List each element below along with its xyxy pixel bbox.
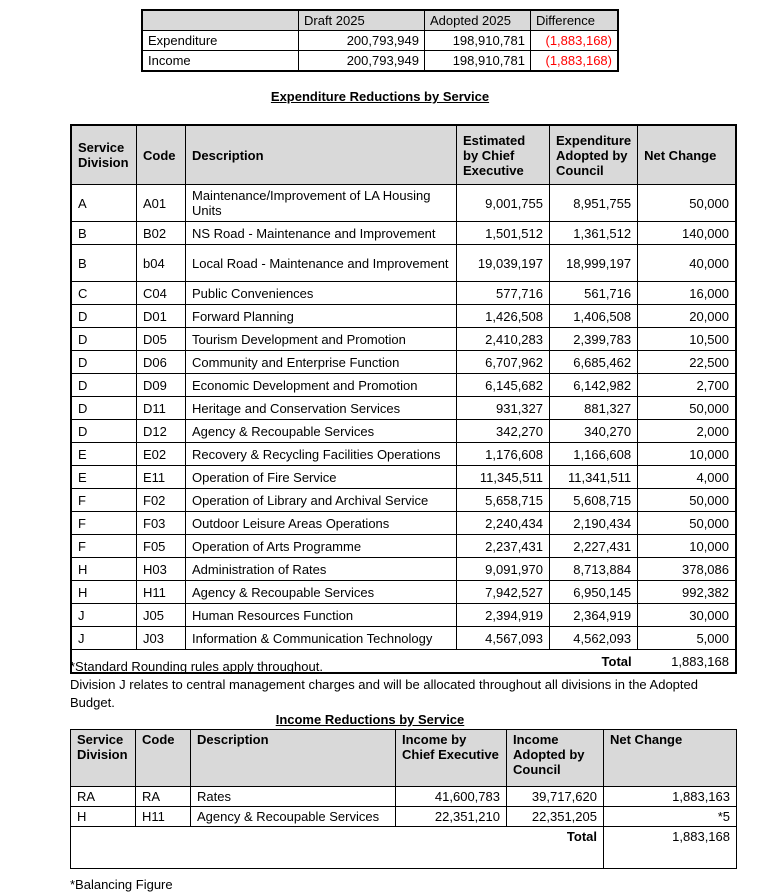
table-row	[71, 443, 736, 466]
cell-estimated: 7,942,527	[457, 581, 550, 604]
summary-adopted: 198,910,781	[425, 31, 531, 51]
cell-net-change: 50,000	[638, 489, 736, 512]
cell-division: J	[71, 627, 137, 650]
cell-description: Tourism Development and Promotion	[186, 328, 457, 351]
cell-adopted: 18,999,197	[550, 245, 638, 282]
col-header-estimated: Income by Chief Executive	[396, 730, 507, 787]
col-header-division: Service Division	[71, 730, 136, 787]
cell-net-change: 40,000	[638, 245, 736, 282]
table-row	[71, 489, 736, 512]
cell-net-change: 992,382	[638, 581, 736, 604]
cell-estimated: 4,567,093	[457, 627, 550, 650]
cell-adopted: 6,142,982	[550, 374, 638, 397]
cell-code: F05	[137, 535, 186, 558]
cell-net-change: 140,000	[638, 222, 736, 245]
table-row	[71, 787, 737, 807]
cell-code: D05	[137, 328, 186, 351]
cell-code: A01	[137, 185, 186, 222]
summary-draft: 200,793,949	[299, 31, 425, 51]
cell-estimated: 1,501,512	[457, 222, 550, 245]
cell-adopted: 11,341,511	[550, 466, 638, 489]
table-row	[71, 807, 737, 827]
cell-description: Economic Development and Promotion	[186, 374, 457, 397]
income-header-row	[71, 730, 737, 787]
cell-division: F	[71, 489, 137, 512]
cell-estimated: 2,394,919	[457, 604, 550, 627]
cell-code: b04	[137, 245, 186, 282]
summary-row	[142, 51, 618, 72]
cell-net-change: *5	[604, 807, 737, 827]
cell-description: Administration of Rates	[186, 558, 457, 581]
table-row	[71, 466, 736, 489]
table-row	[71, 305, 736, 328]
col-header-adopted: Expenditure Adopted by Council	[550, 125, 638, 185]
table-row	[71, 222, 736, 245]
cell-net-change: 22,500	[638, 351, 736, 374]
cell-division: B	[71, 245, 137, 282]
col-header-division: Service Division	[71, 125, 137, 185]
notes	[70, 658, 710, 712]
cell-adopted: 2,364,919	[550, 604, 638, 627]
summary-label: Income	[142, 51, 299, 72]
cell-description: Operation of Arts Programme	[186, 535, 457, 558]
cell-code: H11	[137, 581, 186, 604]
summary-difference: (1,883,168)	[531, 31, 619, 51]
col-header-code: Code	[136, 730, 191, 787]
cell-net-change: 4,000	[638, 466, 736, 489]
col-header-description: Description	[191, 730, 396, 787]
cell-description: Heritage and Conservation Services	[186, 397, 457, 420]
balancing-figure-footnote: *Balancing Figure	[70, 877, 173, 892]
cell-description: NS Road - Maintenance and Improvement	[186, 222, 457, 245]
summary-header-difference: Difference	[531, 10, 619, 31]
cell-code: J05	[137, 604, 186, 627]
table-row	[71, 581, 736, 604]
cell-code: J03	[137, 627, 186, 650]
cell-estimated: 5,658,715	[457, 489, 550, 512]
cell-division: H	[71, 807, 136, 827]
cell-net-change: 378,086	[638, 558, 736, 581]
cell-division: D	[71, 397, 137, 420]
expenditure-body	[71, 185, 736, 674]
cell-estimated: 6,707,962	[457, 351, 550, 374]
cell-description: Agency & Recoupable Services	[186, 581, 457, 604]
summary-header-adopted: Adopted 2025	[425, 10, 531, 31]
cell-estimated: 11,345,511	[457, 466, 550, 489]
cell-code: D06	[137, 351, 186, 374]
cell-net-change: 10,000	[638, 535, 736, 558]
cell-estimated: 6,145,682	[457, 374, 550, 397]
cell-description: Agency & Recoupable Services	[186, 420, 457, 443]
cell-estimated: 931,327	[457, 397, 550, 420]
summary-header-row	[142, 10, 618, 31]
cell-adopted: 5,608,715	[550, 489, 638, 512]
cell-estimated: 342,270	[457, 420, 550, 443]
cell-adopted: 4,562,093	[550, 627, 638, 650]
expenditure-table	[70, 124, 737, 674]
cell-code: E02	[137, 443, 186, 466]
cell-description: Community and Enterprise Function	[186, 351, 457, 374]
table-row	[71, 420, 736, 443]
table-row	[71, 185, 736, 222]
cell-description: Maintenance/Improvement of LA Housing Units	[186, 185, 457, 222]
cell-division: D	[71, 328, 137, 351]
cell-division: F	[71, 535, 137, 558]
summary-header-blank	[142, 10, 299, 31]
table-row	[71, 535, 736, 558]
summary-row	[142, 31, 618, 51]
total-value: 1,883,168	[604, 827, 737, 869]
cell-division: J	[71, 604, 137, 627]
expenditure-title: Expenditure Reductions by Service	[270, 89, 490, 104]
income-body	[71, 787, 737, 869]
cell-code: D12	[137, 420, 186, 443]
table-row	[71, 512, 736, 535]
cell-net-change: 50,000	[638, 512, 736, 535]
cell-division: D	[71, 374, 137, 397]
col-header-description: Description	[186, 125, 457, 185]
summary-header-draft: Draft 2025	[299, 10, 425, 31]
cell-adopted: 881,327	[550, 397, 638, 420]
total-label: Total	[71, 827, 604, 869]
cell-estimated: 2,410,283	[457, 328, 550, 351]
cell-adopted: 39,717,620	[507, 787, 604, 807]
cell-division: H	[71, 558, 137, 581]
col-header-net-change: Net Change	[638, 125, 736, 185]
table-row	[71, 604, 736, 627]
summary-draft: 200,793,949	[299, 51, 425, 72]
table-row	[71, 558, 736, 581]
cell-division: D	[71, 305, 137, 328]
cell-division: A	[71, 185, 137, 222]
cell-estimated: 41,600,783	[396, 787, 507, 807]
cell-code: B02	[137, 222, 186, 245]
cell-net-change: 30,000	[638, 604, 736, 627]
cell-division: RA	[71, 787, 136, 807]
summary-table	[141, 9, 619, 72]
cell-adopted: 6,685,462	[550, 351, 638, 374]
cell-division: F	[71, 512, 137, 535]
cell-adopted: 8,951,755	[550, 185, 638, 222]
cell-division: C	[71, 282, 137, 305]
income-table	[70, 729, 737, 869]
cell-estimated: 577,716	[457, 282, 550, 305]
cell-code: F03	[137, 512, 186, 535]
table-row	[71, 374, 736, 397]
cell-description: Human Resources Function	[186, 604, 457, 627]
cell-estimated: 2,237,431	[457, 535, 550, 558]
cell-description: Information & Communication Technology	[186, 627, 457, 650]
cell-description: Recovery & Recycling Facilities Operations	[186, 443, 457, 466]
cell-adopted: 8,713,884	[550, 558, 638, 581]
col-header-net-change: Net Change	[604, 730, 737, 787]
cell-division: D	[71, 420, 137, 443]
cell-net-change: 50,000	[638, 185, 736, 222]
cell-adopted: 1,166,608	[550, 443, 638, 466]
cell-division: E	[71, 443, 137, 466]
cell-net-change: 2,700	[638, 374, 736, 397]
cell-net-change: 1,883,163	[604, 787, 737, 807]
table-row	[71, 282, 736, 305]
income-title: Income Reductions by Service	[275, 712, 465, 727]
col-header-adopted: Income Adopted by Council	[507, 730, 604, 787]
table-row	[71, 627, 736, 650]
cell-adopted: 2,227,431	[550, 535, 638, 558]
cell-estimated: 22,351,210	[396, 807, 507, 827]
cell-description: Operation of Fire Service	[186, 466, 457, 489]
cell-net-change: 5,000	[638, 627, 736, 650]
cell-division: E	[71, 466, 137, 489]
total-row	[71, 827, 737, 869]
cell-division: B	[71, 222, 137, 245]
cell-adopted: 1,406,508	[550, 305, 638, 328]
col-header-code: Code	[137, 125, 186, 185]
cell-adopted: 22,351,205	[507, 807, 604, 827]
summary-label: Expenditure	[142, 31, 299, 51]
cell-estimated: 1,426,508	[457, 305, 550, 328]
cell-estimated: 1,176,608	[457, 443, 550, 466]
cell-code: RA	[136, 787, 191, 807]
cell-code: H11	[136, 807, 191, 827]
cell-net-change: 50,000	[638, 397, 736, 420]
cell-adopted: 561,716	[550, 282, 638, 305]
cell-adopted: 1,361,512	[550, 222, 638, 245]
cell-description: Rates	[191, 787, 396, 807]
cell-net-change: 10,000	[638, 443, 736, 466]
cell-division: H	[71, 581, 137, 604]
table-row	[71, 351, 736, 374]
cell-code: C04	[137, 282, 186, 305]
cell-net-change: 10,500	[638, 328, 736, 351]
cell-description: Local Road - Maintenance and Improvement	[186, 245, 457, 282]
expenditure-header-row	[71, 125, 736, 185]
summary-difference: (1,883,168)	[531, 51, 619, 72]
cell-code: D09	[137, 374, 186, 397]
cell-description: Outdoor Leisure Areas Operations	[186, 512, 457, 535]
division-j-note: Division J relates to central management charges and will be allocated throughout all divisions in the Adopted Budget.	[70, 677, 698, 710]
cell-description: Agency & Recoupable Services	[191, 807, 396, 827]
total-label: Total	[71, 650, 638, 674]
total-value: 1,883,168	[638, 650, 736, 674]
cell-adopted: 2,190,434	[550, 512, 638, 535]
summary-adopted: 198,910,781	[425, 51, 531, 72]
table-row	[71, 328, 736, 351]
cell-code: F02	[137, 489, 186, 512]
table-row	[71, 397, 736, 420]
cell-net-change: 2,000	[638, 420, 736, 443]
rounding-note: *Standard Rounding rules apply throughout.	[70, 659, 323, 674]
cell-code: E11	[137, 466, 186, 489]
cell-estimated: 19,039,197	[457, 245, 550, 282]
cell-description: Public Conveniences	[186, 282, 457, 305]
cell-code: H03	[137, 558, 186, 581]
cell-code: D01	[137, 305, 186, 328]
cell-estimated: 9,001,755	[457, 185, 550, 222]
cell-division: D	[71, 351, 137, 374]
cell-description: Operation of Library and Archival Service	[186, 489, 457, 512]
cell-description: Forward Planning	[186, 305, 457, 328]
cell-adopted: 6,950,145	[550, 581, 638, 604]
cell-estimated: 2,240,434	[457, 512, 550, 535]
cell-estimated: 9,091,970	[457, 558, 550, 581]
cell-adopted: 2,399,783	[550, 328, 638, 351]
cell-code: D11	[137, 397, 186, 420]
cell-adopted: 340,270	[550, 420, 638, 443]
col-header-estimated: Estimated by Chief Executive	[457, 125, 550, 185]
cell-net-change: 16,000	[638, 282, 736, 305]
table-row	[71, 245, 736, 282]
cell-net-change: 20,000	[638, 305, 736, 328]
